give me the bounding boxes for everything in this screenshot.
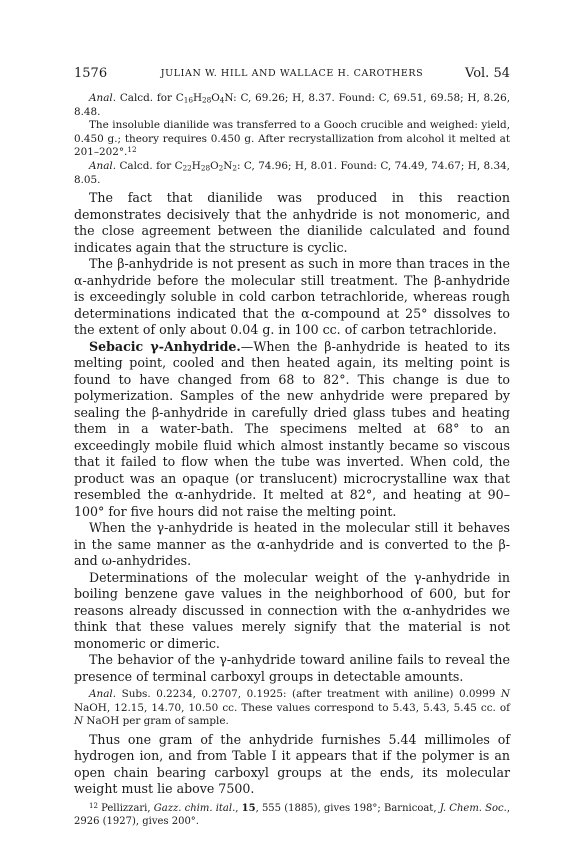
- page-number: 1576: [74, 66, 108, 81]
- text-run: Sebacic γ-Anhydride.: [89, 338, 241, 354]
- text-run: 12: [89, 802, 98, 811]
- page: [74, 66, 510, 828]
- text-run: Pellizzari,: [97, 802, 154, 814]
- text-run: 22: [182, 163, 192, 173]
- text-run: The β-anhydride is not present as such in more than traces in the α-anhydride before the molecular still treatment. The β-anhydride is exceedingly soluble in cold carbon tetrachloride, whereas rough determinations indicated that the α-compound at 25° dissolves to the extent of only about 0.04 g. in 100 cc. of carbon tetrachloride.: [74, 256, 510, 338]
- body-paragraph: [74, 652, 510, 685]
- text-run: Anal.: [89, 159, 117, 172]
- text-run: N: [500, 688, 510, 701]
- body-paragraph: [74, 570, 510, 653]
- text-run: 28: [200, 163, 211, 173]
- footnote: [74, 802, 510, 828]
- text-run: Calcd. for C: [116, 92, 184, 104]
- text-run: N: [74, 715, 84, 728]
- text-run: Determinations of the molecular weight of the γ-anhydride in boiling benzene gave values in the neighborhood of 600, but for reasons already discussed in connection with the α-anhydrides we think that these values merely signify that the material is not monomeric or dimeric.: [74, 569, 510, 651]
- text-run: The insoluble dianilide was transferred to a Gooch crucible and weighed: yield, 0.450 g.; theory requires 0.450 g. After recrystallization from alcohol it melted at 201–202°.: [74, 119, 510, 159]
- text-run: ,: [235, 802, 242, 814]
- analysis-paragraph: [74, 92, 510, 119]
- text-run: 16: [183, 95, 193, 105]
- body-paragraph: [74, 190, 510, 256]
- volume-label: Vol. 54: [465, 66, 510, 81]
- analysis-paragraph: [74, 160, 510, 187]
- text-run: NaOH per gram of sample.: [83, 715, 229, 728]
- text-run: 12: [127, 145, 137, 155]
- text-run: Anal.: [89, 92, 117, 104]
- text-run: The fact that dianilide was produced in this reaction demonstrates decisively that the anhydride is not monomeric, and the close agreement between the dianilide calculated and found indicates again that the structure is cyclic.: [74, 190, 510, 255]
- text-run: O: [211, 92, 220, 104]
- experimental-paragraph: [74, 119, 510, 160]
- text-run: , 2926 (1927), gives 200°.: [74, 802, 511, 828]
- text-run: Calcd. for C: [116, 159, 183, 172]
- text-run: —When the β-anhydride is heated to its melting point, cooled and then heated again, its melting point is found to have changed from 68 to 82°. This change is due to polymerization. Samples of the new anhydride were prepared by sealing the β-anhydride in carefully dried glass tubes and heating them in a water-bath. The specimens melted at 68° to an exceedingly mobile fluid which almost instantly became so viscous that it failed to flow when the tube was inverted. When cold, the product was an opaque (or translucent) microcrystalline wax that resembled the α-anhydride. It melted at 82°, and heating at 90–100° for five hours did not raise the melting point.: [74, 338, 511, 519]
- text-run: , 555 (1885), gives 198°; Barnicoat,: [255, 802, 440, 814]
- text-run: The behavior of the γ-anhydride toward aniline fails to reveal the presence of terminal carboxyl groups in detectable amounts.: [74, 652, 510, 684]
- text-run: Anal.: [89, 688, 117, 701]
- text-run: NaOH, 12.15, 14.70, 10.50 cc. These values correspond to 5.43, 5.43, 5.45 cc. of: [74, 701, 510, 714]
- text-run: N: [223, 159, 233, 172]
- text-run: N: C, 69.26; H, 8.37. Found: C, 69.51, 69.58; H, 8.26, 8.48.: [74, 92, 510, 118]
- body-paragraph: [74, 732, 510, 798]
- text-run: 4: [219, 95, 225, 105]
- text-run: Thus one gram of the anhydride furnishes 5.44 millimoles of hydrogen ion, and from Table I it appears that if the polymer is an open chain bearing carboxyl groups at the ends, its molecular weight must lie above 7500.: [74, 731, 510, 797]
- text-run: : C, 74.96; H, 8.01. Found: C, 74.49, 74.67; H, 8.34, 8.05.: [74, 159, 510, 186]
- running-header: [74, 66, 510, 84]
- text-run: When the γ-anhydride is heated in the molecular still it behaves in the same manner as the α-anhydride and is converted to the β- and ω-anhydrides.: [74, 520, 510, 569]
- text-run: 28: [202, 95, 212, 105]
- text-run: 15: [241, 802, 256, 814]
- running-title: JULIAN W. HILL AND WALLACE H. CAROTHERS: [160, 68, 424, 79]
- text-run: Subs. 0.2234, 0.2707, 0.1925: (after treatment with aniline) 0.0999: [116, 688, 501, 701]
- text-run: H: [192, 92, 203, 104]
- text-run: 2: [218, 163, 224, 173]
- text-run: Gazz. chim. ital.: [153, 802, 236, 814]
- analysis-paragraph: [74, 688, 510, 729]
- text-run: 2: [232, 163, 237, 173]
- section-paragraph: [74, 339, 510, 521]
- text-run: H: [191, 159, 201, 172]
- text-run: J. Chem. Soc.: [439, 802, 507, 814]
- text-run: O: [210, 159, 219, 172]
- body-paragraph: [74, 256, 510, 339]
- body-paragraph: [74, 520, 510, 570]
